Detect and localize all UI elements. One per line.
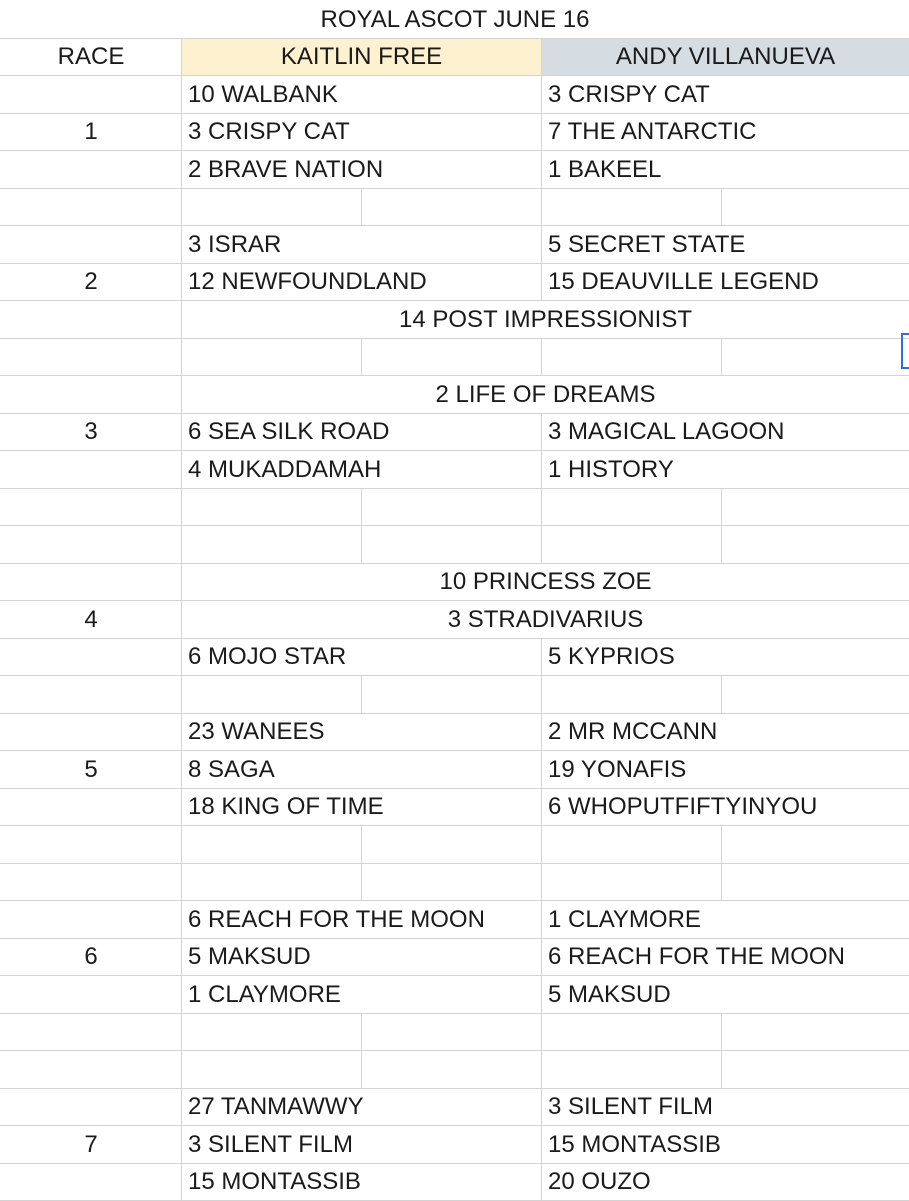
column-gridline [541, 338, 542, 375]
column-gridline [721, 525, 722, 563]
row-gridline [0, 1013, 909, 1014]
column-gridline [361, 675, 362, 713]
column-gridline [541, 188, 542, 225]
column-gridline [361, 1013, 362, 1050]
column-gridline [361, 863, 362, 900]
andy-pick-cell[interactable]: 5 MAKSUD [548, 980, 671, 1008]
andy-pick-cell[interactable]: 15 DEAUVILLE LEGEND [548, 268, 819, 295]
race-number-cell[interactable]: 3 [84, 418, 98, 445]
andy-pick-cell[interactable]: 19 YONAFIS [548, 755, 687, 783]
column-gridline [361, 825, 362, 863]
column-gridline [721, 863, 722, 900]
column-gridline [721, 1013, 722, 1050]
column-gridline [361, 1050, 362, 1088]
kaitlin-pick-cell[interactable]: 5 MAKSUD [188, 943, 311, 970]
andy-pick-cell[interactable]: 15 MONTASSIB [548, 1130, 721, 1158]
column-gridline [721, 188, 722, 225]
race-number-cell[interactable]: 1 [84, 118, 98, 145]
column-gridline [541, 525, 542, 563]
column-gridline [541, 1013, 542, 1050]
race-number-cell[interactable]: 4 [84, 605, 98, 633]
row-gridline [0, 525, 909, 526]
shared-pick-cell[interactable]: 2 LIFE OF DREAMS [435, 380, 656, 408]
kaitlin-pick-cell[interactable]: 12 NEWFOUNDLAND [188, 268, 427, 295]
column-gridline [541, 675, 542, 713]
andy-pick-cell[interactable]: 3 MAGICAL LAGOON [548, 418, 785, 445]
andy-pick-cell[interactable]: 3 SILENT FILM [548, 1093, 713, 1120]
andy-pick-cell[interactable]: 6 WHOPUTFIFTYINYOU [548, 793, 818, 820]
race-column-header[interactable]: RACE [57, 43, 125, 70]
kaitlin-pick-cell[interactable]: 27 TANMAWWY [188, 1093, 364, 1120]
column-gridline [361, 338, 362, 375]
column-gridline [721, 338, 722, 375]
kaitlin-pick-cell[interactable]: 3 CRISPY CAT [188, 118, 350, 145]
andy-pick-cell[interactable]: 1 HISTORY [548, 455, 674, 483]
shared-pick-cell[interactable]: 14 POST IMPRESSIONIST [399, 305, 692, 333]
andy-pick-cell[interactable]: 5 KYPRIOS [548, 643, 675, 670]
row-gridline [0, 1050, 909, 1051]
race-number-cell[interactable]: 6 [84, 943, 98, 970]
column-gridline [721, 488, 722, 525]
andy-column-header[interactable]: ANDY VILLANUEVA [615, 43, 836, 70]
column-gridline [541, 825, 542, 863]
kaitlin-pick-cell[interactable]: 15 MONTASSIB [188, 1168, 361, 1195]
andy-pick-cell[interactable]: 1 BAKEEL [548, 155, 662, 183]
row-gridline [0, 863, 909, 864]
cell-selection-handle[interactable] [901, 333, 909, 369]
race-number-cell[interactable]: 5 [84, 755, 98, 783]
row-gridline [0, 338, 909, 339]
row-gridline [0, 825, 909, 826]
kaitlin-pick-cell[interactable]: 2 BRAVE NATION [188, 155, 384, 183]
kaitlin-pick-cell[interactable]: 23 WANEES [188, 718, 325, 745]
kaitlin-column-header[interactable]: KAITLIN FREE [280, 43, 443, 70]
column-gridline [361, 488, 362, 525]
row-gridline [0, 188, 909, 189]
andy-pick-cell[interactable]: 1 CLAYMORE [548, 905, 701, 933]
kaitlin-pick-cell[interactable]: 18 KING OF TIME [188, 793, 384, 820]
andy-pick-cell[interactable]: 5 SECRET STATE [548, 230, 746, 258]
column-gridline [721, 675, 722, 713]
shared-pick-cell[interactable]: 3 STRADIVARIUS [447, 605, 644, 633]
kaitlin-pick-cell[interactable]: 4 MUKADDAMAH [188, 455, 382, 483]
kaitlin-pick-cell[interactable]: 8 SAGA [188, 755, 275, 783]
row-gridline [0, 488, 909, 489]
column-gridline [541, 1050, 542, 1088]
race-number-cell[interactable]: 2 [84, 268, 98, 295]
race-number-cell[interactable]: 7 [84, 1130, 98, 1158]
kaitlin-pick-cell[interactable]: 3 SILENT FILM [188, 1130, 353, 1158]
column-gridline [361, 525, 362, 563]
kaitlin-pick-cell[interactable]: 10 WALBANK [188, 80, 338, 108]
kaitlin-pick-cell[interactable]: 1 CLAYMORE [188, 980, 341, 1008]
column-gridline [721, 825, 722, 863]
kaitlin-pick-cell[interactable]: 6 SEA SILK ROAD [188, 418, 390, 445]
kaitlin-pick-cell[interactable]: 6 MOJO STAR [188, 643, 347, 670]
shared-pick-cell[interactable]: 10 PRINCESS ZOE [439, 568, 652, 595]
andy-pick-cell[interactable]: 3 CRISPY CAT [548, 80, 710, 108]
andy-pick-cell[interactable]: 20 OUZO [548, 1168, 651, 1195]
column-gridline [541, 863, 542, 900]
row-gridline [0, 675, 909, 676]
column-gridline [721, 1050, 722, 1088]
column-gridline [541, 488, 542, 525]
andy-pick-cell[interactable]: 2 MR MCCANN [548, 718, 718, 745]
sheet-title-cell[interactable]: ROYAL ASCOT JUNE 16 [320, 5, 590, 33]
kaitlin-pick-cell[interactable]: 6 REACH FOR THE MOON [188, 905, 485, 933]
column-gridline [361, 188, 362, 225]
andy-pick-cell[interactable]: 7 THE ANTARCTIC [548, 118, 757, 145]
andy-pick-cell[interactable]: 6 REACH FOR THE MOON [548, 943, 845, 970]
kaitlin-pick-cell[interactable]: 3 ISRAR [188, 230, 282, 258]
